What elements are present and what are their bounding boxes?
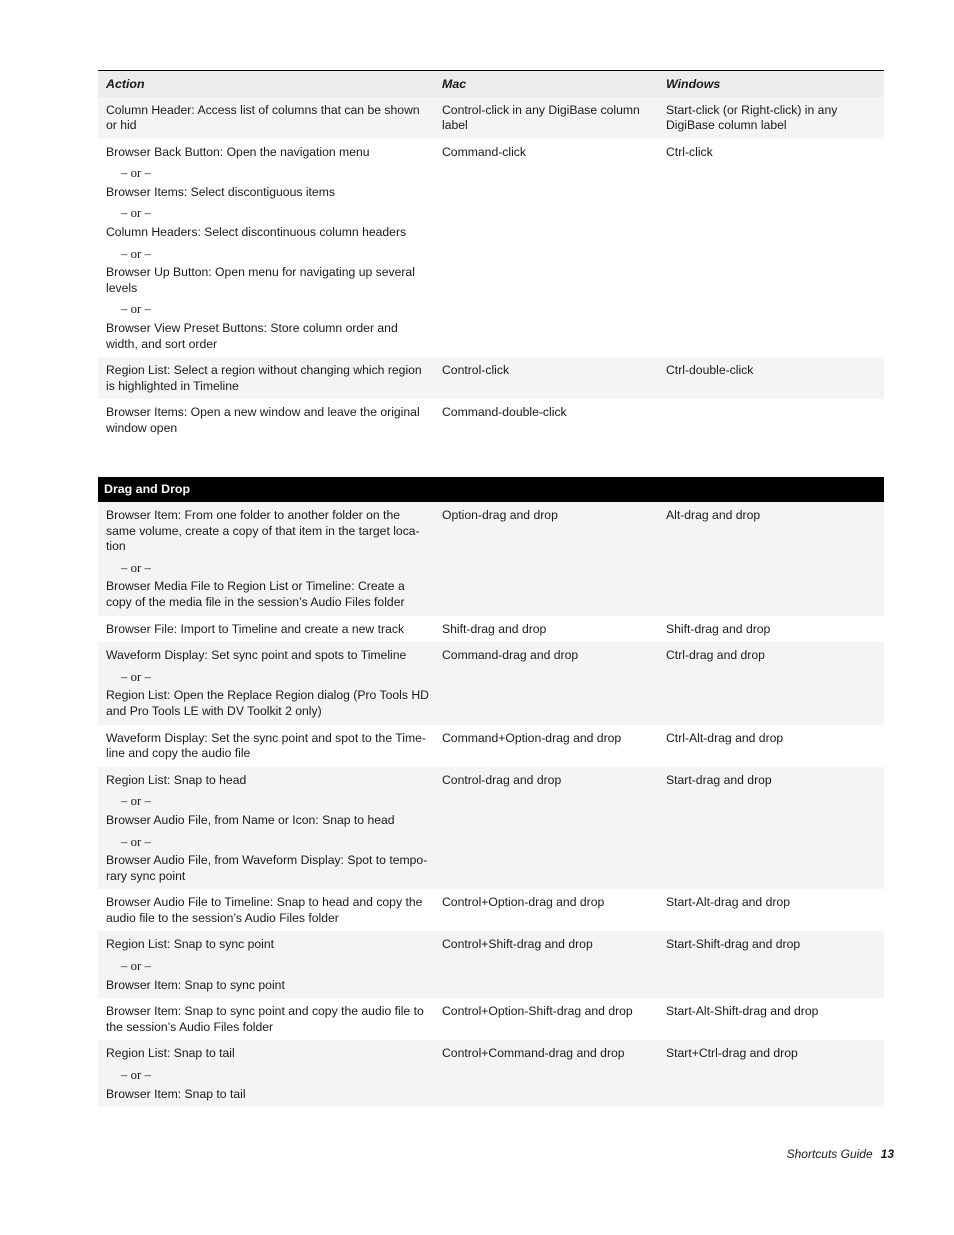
mac-shortcut: Command+Option-drag and drop bbox=[442, 725, 666, 767]
footer-title: Shortcuts Guide bbox=[786, 1147, 873, 1161]
action-text: Browser Media File to Region List or Timeline: Create a copy of the media file in the session’s Audio Files folder bbox=[106, 579, 405, 609]
or-separator: – or – bbox=[121, 246, 151, 261]
windows-shortcut: Shift-drag and drop bbox=[666, 616, 884, 643]
table-body bbox=[98, 97, 884, 442]
action-text: Browser Audio File to Timeline: Snap to head and copy the audio file to the session’s Audio Files folder bbox=[106, 895, 423, 925]
mac-shortcut: Control-click bbox=[442, 357, 666, 399]
table-row bbox=[98, 399, 884, 441]
table-row bbox=[98, 97, 884, 139]
or-separator: – or – bbox=[121, 560, 151, 575]
mac-shortcut: Control-click in any DigiBase column label bbox=[442, 97, 666, 139]
mac-shortcut: Control+Shift-drag and drop bbox=[442, 931, 666, 998]
table-row bbox=[98, 931, 884, 998]
table-row bbox=[98, 889, 884, 931]
mac-shortcut: Command-drag and drop bbox=[442, 642, 666, 724]
or-separator: – or – bbox=[121, 302, 151, 317]
windows-shortcut: Ctrl-double-click bbox=[666, 357, 884, 399]
mac-shortcut: Control+Option-drag and drop bbox=[442, 889, 666, 931]
table-row bbox=[98, 357, 884, 399]
windows-shortcut bbox=[666, 399, 884, 441]
or-separator: – or – bbox=[121, 166, 151, 181]
mac-shortcut: Control+Command-drag and drop bbox=[442, 1040, 666, 1107]
windows-shortcut: Start-Alt-drag and drop bbox=[666, 889, 884, 931]
action-cell bbox=[98, 1040, 442, 1107]
shortcuts-table-drag-drop bbox=[98, 477, 884, 1107]
action-text: Browser File: Import to Timeline and create a new track bbox=[106, 621, 405, 636]
mac-shortcut: Command-double-click bbox=[442, 399, 666, 441]
action-cell bbox=[98, 399, 442, 441]
action-text: Browser Audio File, from Waveform Display: Spot to tempo-rary sync point bbox=[106, 853, 428, 883]
windows-shortcut: Ctrl-click bbox=[666, 139, 884, 358]
windows-shortcut: Start+Ctrl-drag and drop bbox=[666, 1040, 884, 1107]
or-separator: – or – bbox=[121, 206, 151, 221]
or-separator: – or – bbox=[121, 1068, 151, 1083]
action-text: Browser Item: From one folder to another folder on the same volume, create a copy of that item in the target loca-tion bbox=[106, 508, 420, 554]
or-separator: – or – bbox=[121, 669, 151, 684]
windows-shortcut: Start-drag and drop bbox=[666, 767, 884, 890]
action-text: Waveform Display: Set sync point and spots to Timeline bbox=[106, 648, 407, 663]
windows-shortcut: Ctrl-Alt-drag and drop bbox=[666, 725, 884, 767]
table-body bbox=[98, 502, 884, 1107]
action-cell bbox=[98, 642, 442, 724]
page-footer bbox=[787, 1147, 894, 1161]
windows-shortcut: Start-Alt-Shift-drag and drop bbox=[666, 998, 884, 1040]
action-cell bbox=[98, 97, 442, 139]
action-text: Browser Back Button: Open the navigation menu bbox=[106, 144, 370, 159]
or-separator: – or – bbox=[121, 834, 151, 849]
action-cell bbox=[98, 725, 442, 767]
table-row bbox=[98, 998, 884, 1040]
mac-shortcut: Command-click bbox=[442, 139, 666, 358]
table-row bbox=[98, 767, 884, 890]
table-row bbox=[98, 139, 884, 358]
action-text: Region List: Snap to sync point bbox=[106, 937, 275, 952]
action-text: Browser Item: Snap to sync point bbox=[106, 977, 285, 992]
section-title: Drag and Drop bbox=[98, 477, 884, 502]
windows-shortcut: Start-Shift-drag and drop bbox=[666, 931, 884, 998]
action-text: Browser Audio File, from Name or Icon: Snap to head bbox=[106, 812, 395, 827]
table-row bbox=[98, 616, 884, 643]
action-text: Browser Item: Snap to tail bbox=[106, 1086, 246, 1101]
header-action: Action bbox=[98, 71, 442, 97]
action-text: Browser Item: Snap to sync point and copy the audio file to the session’s Audio Files folder bbox=[106, 1004, 424, 1034]
header-mac: Mac bbox=[442, 71, 666, 97]
action-text: Column Header: Access list of columns that can be shown or hid bbox=[106, 102, 420, 133]
action-cell bbox=[98, 889, 442, 931]
action-cell bbox=[98, 931, 442, 998]
mac-shortcut: Option-drag and drop bbox=[442, 502, 666, 616]
windows-shortcut: Start-click (or Right-click) in any DigiBase column label bbox=[666, 97, 884, 139]
action-cell bbox=[98, 357, 442, 399]
windows-shortcut: Alt-drag and drop bbox=[666, 502, 884, 616]
mac-shortcut: Control+Option-Shift-drag and drop bbox=[442, 998, 666, 1040]
table-row bbox=[98, 1040, 884, 1107]
mac-shortcut: Shift-drag and drop bbox=[442, 616, 666, 643]
action-cell bbox=[98, 998, 442, 1040]
action-text: Region List: Open the Replace Region dialog (Pro Tools HD and Pro Tools LE with DV Toolkit 2 only) bbox=[106, 688, 429, 718]
action-text: Browser Up Button: Open menu for navigating up several levels bbox=[106, 265, 415, 295]
header-windows: Windows bbox=[666, 71, 884, 97]
windows-shortcut: Ctrl-drag and drop bbox=[666, 642, 884, 724]
or-separator: – or – bbox=[121, 794, 151, 809]
shortcuts-table-general bbox=[98, 70, 884, 442]
action-text: Region List: Select a region without changing which region is highlighted in Timeline bbox=[106, 363, 422, 393]
table-header-row bbox=[98, 71, 884, 97]
page-number: 13 bbox=[880, 1147, 894, 1161]
table-row bbox=[98, 725, 884, 767]
action-cell bbox=[98, 616, 442, 643]
action-text: Column Headers: Select discontinuous column headers bbox=[106, 225, 407, 240]
action-text: Browser Items: Select discontiguous items bbox=[106, 184, 335, 199]
action-cell bbox=[98, 502, 442, 616]
action-text: Region List: Snap to head bbox=[106, 772, 247, 787]
or-separator: – or – bbox=[121, 959, 151, 974]
table-row bbox=[98, 502, 884, 616]
table-row bbox=[98, 642, 884, 724]
action-cell bbox=[98, 139, 442, 358]
action-text: Region List: Snap to tail bbox=[106, 1046, 235, 1061]
mac-shortcut: Control-drag and drop bbox=[442, 767, 666, 890]
action-text: Browser Items: Open a new window and leave the original window open bbox=[106, 405, 420, 435]
action-cell bbox=[98, 767, 442, 890]
action-text: Waveform Display: Set the sync point and spot to the Time-line and copy the audio file bbox=[106, 730, 426, 761]
action-text: Browser View Preset Buttons: Store column order and width, and sort order bbox=[106, 321, 398, 351]
section-title-bar bbox=[98, 477, 884, 502]
